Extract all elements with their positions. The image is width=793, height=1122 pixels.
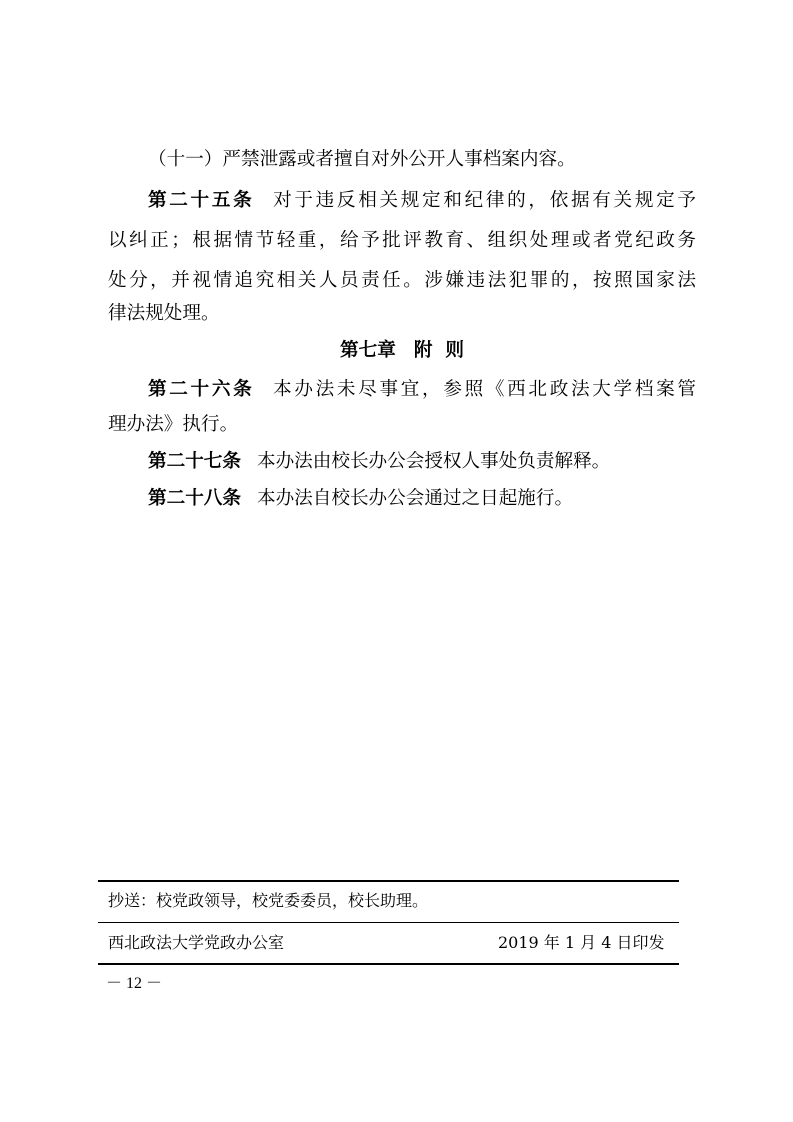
article-26-first-line bbox=[148, 375, 696, 405]
article-25-text-1: 对于违反相关规定和纪律的，依据有关规定予 bbox=[270, 190, 696, 211]
article-28-label: 第二十八条 bbox=[148, 488, 241, 509]
chapter-7-heading bbox=[108, 336, 696, 366]
item-11-text: （十一）严禁泄露或者擅自对外公开人事档案内容。 bbox=[148, 149, 576, 170]
article-25-text-2: 以纠正；根据情节轻重，给予批评教育、组织处理或者党纪政务 bbox=[108, 230, 696, 251]
chapter-7-title: 附 则 bbox=[413, 340, 464, 361]
footer-middle-rule bbox=[98, 922, 679, 923]
article-26-label: 第二十六条 bbox=[148, 379, 255, 400]
cc-line: 抄送：校党政领导，校党委委员，校长助理。 bbox=[108, 891, 429, 910]
article-26-text-1: 本办法未尽事宜，参照《西北政法大学档案管 bbox=[270, 379, 696, 400]
footer-top-rule bbox=[98, 880, 679, 882]
article-27-text: 本办法由校长办公会授权人事处负责解释。 bbox=[256, 451, 611, 472]
article-28-line bbox=[148, 484, 696, 514]
article-27-label: 第二十七条 bbox=[148, 451, 241, 472]
footer-bottom-rule bbox=[98, 963, 679, 965]
page-number: － 12 － bbox=[106, 975, 163, 992]
article-25-text-4: 律法规处理。 bbox=[108, 303, 220, 324]
issuer-name: 西北政法大学党政办公室 bbox=[108, 933, 285, 952]
article-28-text: 本办法自校长办公会通过之日起施行。 bbox=[256, 488, 574, 509]
article-25-text-3: 处分，并视情追究相关人员责任。涉嫌违法犯罪的，按照国家法 bbox=[108, 270, 696, 291]
article-27-line bbox=[148, 447, 696, 477]
issue-date: 2019 年 1 月 4 日印发 bbox=[498, 933, 665, 952]
article-25-first-line bbox=[148, 186, 696, 216]
article-26-text-2: 理办法》执行。 bbox=[108, 414, 239, 435]
article-25-label: 第二十五条 bbox=[148, 190, 255, 211]
chapter-7-number: 第七章 bbox=[340, 340, 396, 361]
